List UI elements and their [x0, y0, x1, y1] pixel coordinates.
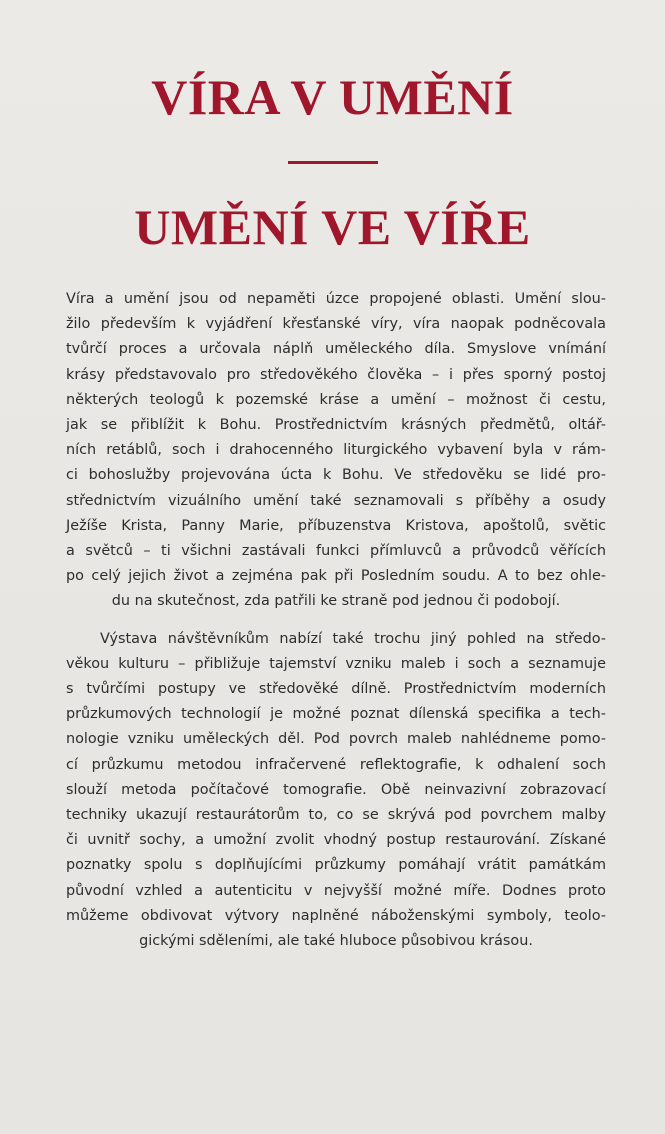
text-line: a světců – ti všichni zastávali funkci přímluvců a průvodců věřících — [66, 543, 606, 560]
text-line: po celý jejich život a zejména pak při Posledním soudu. A to bez ohle- — [66, 568, 606, 585]
text-line: Ježíše Krista, Panny Marie, příbuzenstva Kristova, apoštolů, světic — [66, 517, 606, 534]
text-line: krásy představovalo pro středověkého člověka – i přes sporný postoj — [66, 366, 606, 383]
text-line: tvůrčí proces a určovala náplň uměleckého díla. Smyslove vnímání — [66, 341, 606, 358]
text-line: můžeme obdivovat výtvory naplněné náboženskými symboly, teolo- — [66, 907, 606, 924]
heading-line-2: UMĚNÍ VE VÍŘE — [134, 199, 531, 255]
text-line: některých teologů k pozemské kráse a umění – možnost či cestu, — [66, 391, 606, 408]
heading-divider — [288, 161, 378, 164]
text-line: nologie vzniku uměleckých děl. Pod povrch maleb nahlédneme pomo- — [66, 731, 606, 748]
text-line: poznatky spolu s doplňujícími průzkumy pomáhají vrátit památkám — [66, 857, 606, 874]
text-line: věkou kulturu – přibližuje tajemství vzniku maleb i soch a seznamuje — [66, 655, 606, 672]
body-text — [66, 287, 606, 954]
text-line: jak se přiblížit k Bohu. Prostřednictvím krásných předmětů, oltář- — [66, 417, 606, 434]
text-line: Výstava návštěvníkům nabízí také trochu jiný pohled na středo- — [100, 630, 606, 647]
text-line: gickými sděleními, ale také hluboce působivou krásou. — [139, 933, 533, 950]
text-line: cí průzkumu metodou infračervené reflektografie, k odhalení soch — [66, 756, 606, 773]
paragraph-2 — [66, 627, 606, 955]
paragraph-1 — [66, 287, 606, 615]
text-line: du na skutečnost, zda patřili ke straně pod jednou či podobojí. — [111, 593, 561, 610]
text-line: původní vzhled a autenticitu v nejvyšší možné míře. Dodnes proto — [66, 882, 606, 899]
text-line: techniky ukazují restaurátorům to, co se skrývá pod povrchem malby — [66, 807, 606, 824]
text-line: ních retáblů, soch i drahocenného liturgického vybavení byla v rám- — [66, 442, 606, 459]
text-line: s tvůrčími postupy ve středověké dílně. Prostřednictvím moderních — [66, 681, 606, 698]
text-line: střednictvím vizuálního umění také seznamovali s příběhy a osudy — [66, 492, 606, 509]
text-line: průzkumových technologií je možné poznat dílenská specifika a tech- — [66, 706, 606, 723]
text-line: žilo především k vyjádření křesťanské víry, víra naopak podněcovala — [66, 316, 606, 333]
heading-line-1: VÍRA V UMĚNÍ — [151, 69, 514, 125]
text-line: slouží metoda počítačové tomografie. Obě neinvazivní zobrazovací — [66, 781, 606, 798]
text-line: ci bohoslužby projevována úcta k Bohu. Ve středověku se lidé pro- — [66, 467, 606, 484]
text-line: či uvnitř sochy, a umožní zvolit vhodný postup restaurování. Získané — [66, 832, 606, 849]
text-line: Víra a umění jsou od nepaměti úzce propojené oblasti. Umění slou- — [66, 291, 606, 307]
